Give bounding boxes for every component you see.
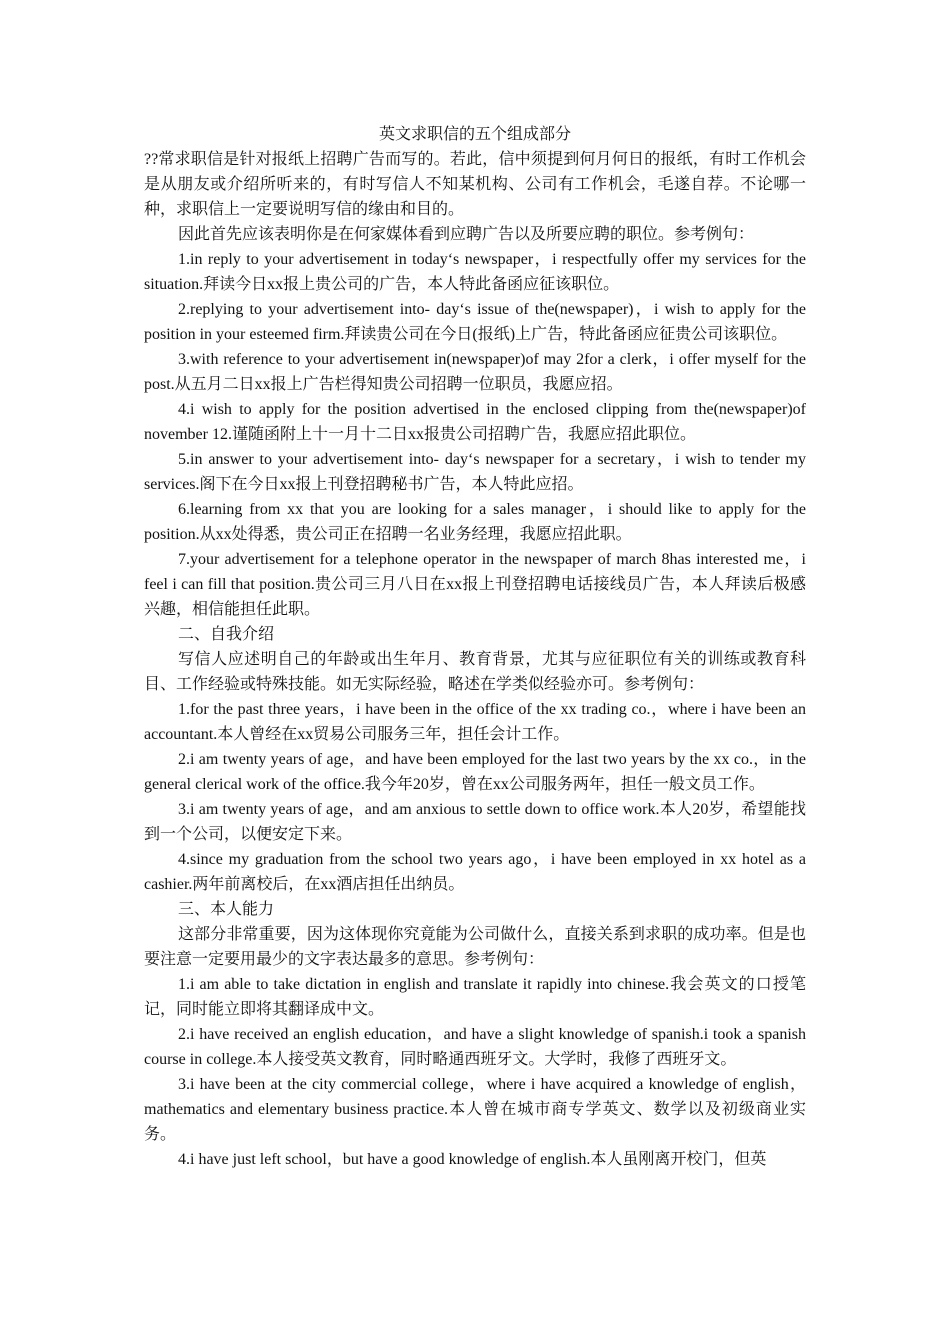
paragraph: 2.i am twenty years of age，and have been employed for the last two years by the xx co.，in the general clerical work of the office.我今年20岁，曾在xx公司服务两年，担任一般文员工作。 bbox=[144, 751, 806, 793]
paragraph: 4.i have just left school，but have a good knowledge of english.本人虽刚离开校门，但英 bbox=[178, 1151, 767, 1168]
paragraph: 6.learning from xx that you are looking for a sales manager，i should like to apply for the position.从xx处得悉，贵公司正在招聘一名业务经理，我愿应招此职。 bbox=[144, 501, 806, 543]
paragraph: 写信人应述明自己的年龄或出生年月、教育背景，尤其与应征职位有关的训练或教育科目、工作经验或特殊技能。如无实际经验，略述在学类似经验亦可。参考例句： bbox=[144, 651, 806, 693]
paragraph: 7.your advertisement for a telephone operator in the newspaper of march 8has interested me，i feel i can fill that position.贵公司三月八日在xx报上刊登招聘电话接线员广告，本人拜读后极感兴趣，相信能担任此职。 bbox=[144, 551, 806, 618]
paragraph: 3.i am twenty years of age，and am anxious to settle down to office work.本人20岁，希望能找到一个公司，以便安定下来。 bbox=[144, 801, 806, 843]
paragraph: 二、自我介绍 bbox=[178, 626, 275, 643]
paragraph: 5.in answer to your advertisement into- day‘s newspaper for a secretary，i wish to tender my services.阁下在今日xx报上刊登招聘秘书广告，本人特此应招。 bbox=[144, 451, 806, 493]
paragraph-list bbox=[144, 147, 806, 1172]
paragraph: 1.in reply to your advertisement in today‘s newspaper，i respectfully offer my services for the situation.拜读今日xx报上贵公司的广告，本人特此备函应征该职位。 bbox=[144, 251, 806, 293]
paragraph: ??常求职信是针对报纸上招聘广告而写的。若此，信中须提到何月何日的报纸，有时工作机会是从朋友或介绍所听来的，有时写信人不知某机构、公司有工作机会，毛遂自荐。不论哪一种，求职信上一定要说明写信的缘由和目的。 bbox=[144, 151, 806, 218]
paragraph: 4.i wish to apply for the position advertised in the enclosed clipping from the(newspaper)of november 12.谨随函附上十一月十二日xx报贵公司招聘广告，我愿应招此职位。 bbox=[144, 401, 806, 443]
paragraph: 三、本人能力 bbox=[178, 901, 275, 918]
paragraph: 2.replying to your advertisement into- day‘s issue of the(newspaper)，i wish to apply for the position in your esteemed firm.拜读贵公司在今日(报纸)上广告，特此备函应征贵公司该职位。 bbox=[144, 301, 806, 343]
paragraph: 这部分非常重要，因为这体现你究竟能为公司做什么，直接关系到求职的成功率。但是也要注意一定要用最少的文字表达最多的意思。参考例句： bbox=[144, 926, 806, 968]
paragraph: 3.with reference to your advertisement in(newspaper)of may 2for a clerk，i offer myself for the post.从五月二日xx报上广告栏得知贵公司招聘一位职员，我愿应招。 bbox=[144, 351, 806, 393]
paragraph: 3.i have been at the city commercial college，where i have acquired a knowledge of english，mathematics and elementary business practice.本人曾在城市商专学英文、数学以及初级商业实务。 bbox=[144, 1076, 806, 1143]
paragraph: 2.i have received an english education，and have a slight knowledge of spanish.i took a spanish course in college.本人接受英文教育，同时略通西班牙文。大学时，我修了西班牙文。 bbox=[144, 1026, 806, 1068]
paragraph: 1.for the past three years，i have been in the office of the xx trading co.，where i have been an accountant.本人曾经在xx贸易公司服务三年，担任会计工作。 bbox=[144, 701, 806, 743]
paragraph: 1.i am able to take dictation in english and translate it rapidly into chinese.我会英文的口授笔记，同时能立即将其翻译成中文。 bbox=[144, 976, 806, 1018]
document-title: 英文求职信的五个组成部分 bbox=[378, 126, 571, 143]
paragraph: 因此首先应该表明你是在何家媒体看到应聘广告以及所要应聘的职位。参考例句： bbox=[178, 226, 755, 243]
paragraph: 4.since my graduation from the school two years ago，i have been employed in xx hotel as a cashier.两年前离校后，在xx酒店担任出纳员。 bbox=[144, 851, 806, 893]
document-body bbox=[144, 122, 806, 1172]
